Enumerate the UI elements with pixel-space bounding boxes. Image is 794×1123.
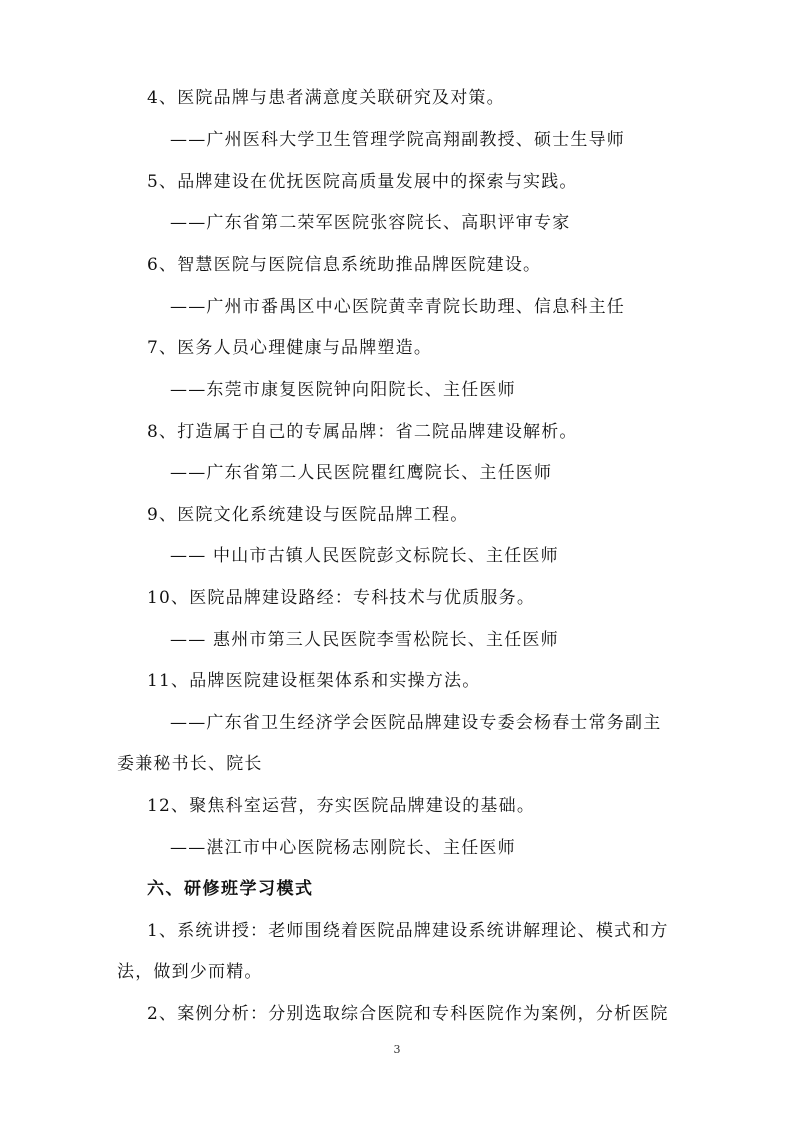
course-item-11-title: 11、品牌医院建设框架体系和实操方法。 [147,671,481,691]
course-item-12-speaker: ——湛江市中心医院杨志刚院长、主任医师 [170,838,516,858]
course-item-8-speaker: ——广东省第二人民医院瞿红鹰院长、主任医师 [170,463,553,483]
course-item-5-title: 5、品牌建设在优抚医院高质量发展中的探索与实践。 [147,172,578,192]
course-item-9-speaker: —— 中山市古镇人民医院彭文标院长、主任医师 [170,546,559,566]
course-item-10-speaker: —— 惠州市第三人民医院李雪松院长、主任医师 [170,630,559,650]
course-item-4-speaker: ——广州医科大学卫生管理学院高翔副教授、硕士生导师 [170,130,625,150]
course-item-4-title: 4、医院品牌与患者满意度关联研究及对策。 [147,88,505,108]
course-item-12-title: 12、聚焦科室运营，夯实医院品牌建设的基础。 [147,796,536,816]
course-item-10-title: 10、医院品牌建设路经：专科技术与优质服务。 [147,588,536,608]
section-heading: 六、研修班学习模式 [147,879,314,899]
course-item-9-title: 9、医院文化系统建设与医院品牌工程。 [147,505,469,525]
paragraph-1-line-2: 法，做到少而精。 [117,962,263,982]
course-item-5-speaker: ——广东省第二荣军医院张容院长、高职评审专家 [170,213,571,233]
course-item-7-speaker: ——东莞市康复医院钟向阳院长、主任医师 [170,380,516,400]
course-item-8-title: 8、打造属于自己的专属品牌：省二院品牌建设解析。 [147,422,578,442]
paragraph-2-line-1: 2、案例分析：分别选取综合医院和专科医院作为案例，分析医院 [147,1004,669,1024]
course-item-11-speaker: ——广东省卫生经济学会医院品牌建设专委会杨春士常务副主 [170,713,662,733]
course-item-6-speaker: ——广州市番禺区中心医院黄幸青院长助理、信息科主任 [170,297,625,317]
page-number: 3 [393,1043,401,1056]
course-item-11-speaker-continued: 委兼秘书长、院长 [117,754,263,774]
course-item-7-title: 7、医务人员心理健康与品牌塑造。 [147,338,433,358]
paragraph-1-line-1: 1、系统讲授：老师围绕着医院品牌建设系统讲解理论、模式和方 [147,921,669,941]
course-item-6-title: 6、智慧医院与医院信息系统助推品牌医院建设。 [147,255,542,275]
